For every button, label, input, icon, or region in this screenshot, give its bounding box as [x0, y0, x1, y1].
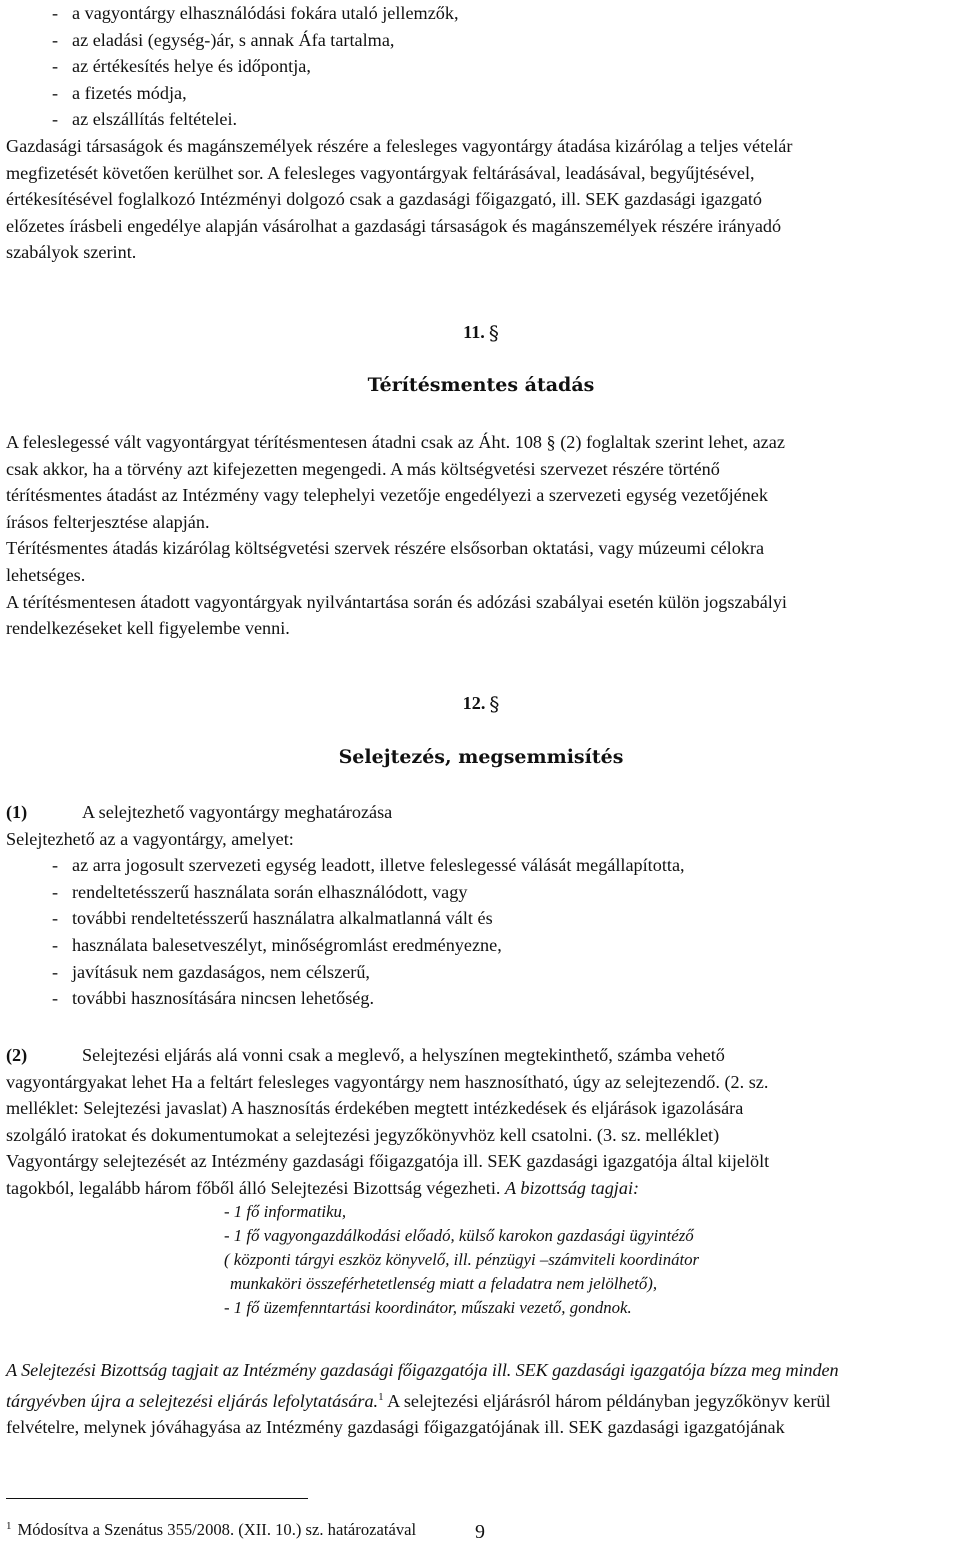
footnote-separator [6, 1498, 308, 1499]
section-12-title: Selejtezés, megsemmisítés [338, 746, 624, 768]
intro-paragraph: Gazdasági társaságok és magánszemélyek részére a felesleges vagyontárgy átadása kizárólag a teljes vételár megfizetését követően kerülhet sor. A felesleges vagyontárgyak feltárásával, leadásával, begyűjtésével, értékesítésével foglalkozó Intézményi dolgozó csak a gazdasági főigazgató, ill. SEK gazdasági igazgató előzetes írásbeli engedélye alapján vásárolhat a gazdasági társaságok és magánszemélyek részére irányadó szabályok szerint. [6, 136, 793, 263]
section-number: 11. [463, 322, 485, 342]
section-11-body: A feleslegessé vált vagyontárgyat térítésmentesen átadni csak az Áht. 108 § (2) foglaltak szerint lehet, azaz csak akkor, ha a törvény azt kifejezetten megengedi. A más költségvetési szervezet részére történő térítésmentes átadást az Intézmény vagy telephelyi vezetője engedélyezi a szervezeti egység vezetőjének írásos felterjesztése alapján. Térítésmentes átadás kizárólag költségvetési szervek részére elsősorban oktatási, vagy múzeumi célokra lehetséges. A térítésmentesen átadott vagyontárgyak nyilvántartása során és adózási szabályai esetén külön jogszabályi rendelkezéseket kell figyelembe venni. [6, 432, 787, 639]
list-item: - további rendeltetésszerű használatra alkalmatlanná vált és [52, 908, 493, 929]
subsection-number: (1) [6, 802, 28, 822]
subsection-title: A selejtezhető vagyontárgy meghatározása [82, 802, 393, 822]
list-item: - használata balesetveszélyt, minőségromlást eredményezne, [52, 934, 502, 955]
paragraph-symbol: § [489, 692, 500, 716]
list-item: - a fizetés módja, [52, 82, 187, 103]
list-item: - az értékesítés helye és időpontja, [52, 56, 311, 77]
paragraph-symbol: § [488, 321, 499, 345]
committee-label: A bizottság tagjai: [505, 1177, 640, 1198]
committee-members [6, 1200, 956, 1320]
section-11-heading [6, 318, 956, 346]
page-number: 9 [475, 1521, 485, 1543]
list-item: - a vagyontárgy elhasználódási fokára utaló jellemzők, [52, 3, 459, 23]
list-item: - rendeltetésszerű használata során elhasználódott, vagy [52, 881, 468, 902]
list-item: - 1 fő üzemfenntartási koordinátor, műszaki vezető, gondnok. [224, 1298, 632, 1317]
list-item: - az eladási (egység-)ár, s annak Áfa tartalma, [52, 29, 395, 50]
list-item: - az elszállítás feltételei. [52, 109, 238, 130]
footnote-reference[interactable]: 1 [378, 1390, 384, 1403]
list-item: - az arra jogosult szervezeti egység leadott, illetve feleslegessé válását megállapította, [52, 855, 685, 876]
list-item: - 1 fő vagyongazdálkodási előadó, külső karokon gazdasági ügyintéző [224, 1226, 694, 1245]
closing-paragraph: A Selejtezési Bizottság tagjait az Intézmény gazdasági főigazgatója ill. SEK gazdasági igazgatója bízza meg minden tárgyévben újra a selejtezési eljárás lefolytatására.$^1$ A selejtezési eljárásról három példányban jegyzőkönyv kerül felvételre, melynek jóváhagyása az Intézmény gazdasági főigazgatójának ill. SEK gazdasági igazgatójának [6, 1360, 839, 1438]
subsection-1: (1) A selejtezhető vagyontárgy meghatározása Selejtezhető az a vagyontárgy, amelyet: - az arra jogosult szervezeti egység leadott, illetve feleslegessé válását megállapította, - rendeltetésszerű használata során elhasználódott, vagy - további rendeltetésszerű használatra alkalmatlanná vált és - használata balesetveszélyt, minőségromlást eredményezne, - javításuk nem gazdaságos, nem célszerű, - további hasznosítására nincsen lehetőség. [6, 799, 956, 1012]
section-number: 12. [462, 693, 486, 713]
list-item: - 1 fő informatiku, [224, 1202, 347, 1221]
list-item: munkaköri összeférhetetlenség miatt a feladatra nem jelölhető), [230, 1274, 658, 1293]
subsection-number: (2) [6, 1045, 28, 1065]
footnote-number: 1 [6, 1520, 12, 1532]
section-12-heading [6, 689, 956, 717]
list-item: - javításuk nem gazdaságos, nem célszerű, [52, 961, 370, 982]
section-11-title: Térítésmentes átadás [367, 374, 595, 396]
list-item: - további hasznosítására nincsen lehetőség. [52, 988, 375, 1009]
subsection-2: (2) Selejtezési eljárás alá vonni csak a meglevő, a helyszínen megtekinthető, számba vehető vagyontárgyakat lehet Ha a feltárt felesleges vagyontárgy nem hasznosítható, úgy az selejtezendő. (2. sz. melléklet: Selejtezési javaslat) A hasznosítás érdekében megtett intézkedések és eljárások igazolására szolgáló iratokat és dokumentumokat a selejtezési jegyzőkönyvhöz kell csatolni. (3. sz. melléklet) Vagyontárgy selejtezését az Intézmény gazdasági főigazgatója ill. SEK gazdasági igazgatója által kijelölt tagokból, legalább három főből álló Selejtezési Bizottság végezheti. A bizottság tagjai: [6, 1042, 956, 1202]
footnote: $^1$ Módosítva a Szenátus 355/2008. (XII. 10.) sz. határozatával [6, 1520, 417, 1539]
list-item: ( központi tárgyi eszköz könyvelő, ill. pénzügyi –számviteli koordinátor [224, 1250, 700, 1269]
top-bullet-list [6, 0, 956, 133]
